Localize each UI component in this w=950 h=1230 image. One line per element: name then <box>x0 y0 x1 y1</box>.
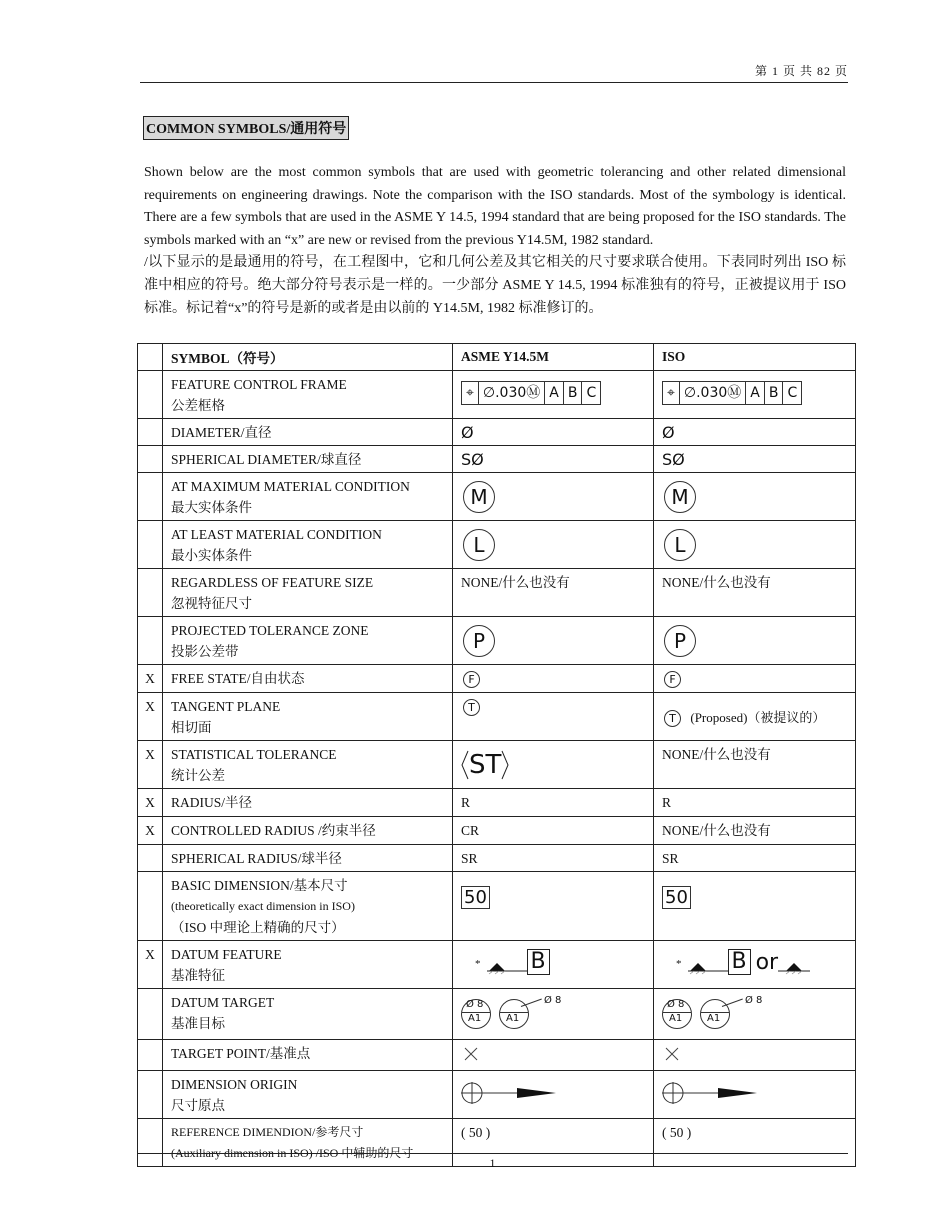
table-row <box>138 446 856 473</box>
iso-value: SR <box>654 845 856 872</box>
symbol-name: REGARDLESS OF FEATURE SIZE <box>171 575 374 590</box>
symbol-name: SPHERICAL DIAMETER/球直径 <box>163 446 453 473</box>
symbol-name-zh: 相切面 <box>171 720 212 735</box>
iso-value: R <box>654 789 856 817</box>
lmc-icon: L <box>463 529 495 561</box>
header-symbol: SYMBOL（符号） <box>163 344 453 371</box>
table-row <box>138 941 856 989</box>
table-row <box>138 371 856 419</box>
symbol-name: STATISTICAL TOLERANCE <box>171 747 337 762</box>
position-icon: ⌖ <box>663 382 680 404</box>
symbol-name-zh: 尺寸原点 <box>171 1098 225 1113</box>
dimension-origin-icon <box>461 1079 561 1107</box>
page-number: 1 <box>489 1156 496 1170</box>
symbol-name-zh: 忽视特征尺寸 <box>171 596 252 611</box>
header-asme: ASME Y14.5M <box>453 344 654 371</box>
table-row <box>138 419 856 446</box>
feature-control-frame <box>461 381 601 405</box>
symbol-note: (Auxiliary dimension in ISO) /ISO 中辅助的尺寸 <box>171 1146 414 1160</box>
table-row <box>138 817 856 845</box>
or-text: or <box>755 950 779 975</box>
datum-letter-box: B <box>527 949 550 975</box>
symbol-name: FREE STATE/自由状态 <box>163 665 453 693</box>
revision-mark: X <box>138 665 163 693</box>
tolerance-cell: ∅.030Ⓜ <box>680 382 746 404</box>
statistical-tolerance-icon: ST <box>461 750 509 780</box>
iso-value: NONE/什么也没有 <box>654 569 856 617</box>
symbol-name: AT LEAST MATERIAL CONDITION <box>171 527 382 542</box>
datum-target-symbol: Ø 8 A1 A1 Ø 8 <box>461 995 571 1031</box>
asme-value: SR <box>453 845 654 872</box>
mmc-icon: M <box>463 481 495 513</box>
datum-a-cell: A <box>545 382 564 404</box>
diameter-symbol: Ø <box>453 419 654 446</box>
iso-value: NONE/什么也没有 <box>654 817 856 845</box>
tangent-plane-icon: T <box>664 710 681 727</box>
revision-mark: X <box>138 789 163 817</box>
symbol-name-zh: 统计公差 <box>171 768 225 783</box>
symbol-name: TARGET POINT/基准点 <box>163 1040 453 1071</box>
table-row <box>138 473 856 521</box>
projected-zone-icon: P <box>463 625 495 657</box>
symbol-name-zh: 基准特征 <box>171 968 225 983</box>
page-header <box>140 62 848 83</box>
symbol-name-zh: 基准目标 <box>171 1016 225 1031</box>
target-point-icon <box>463 1046 479 1062</box>
basic-dimension-box: 50 <box>461 886 490 909</box>
table-row <box>138 741 856 789</box>
proposed-note: (Proposed)（被提议的） <box>690 710 826 725</box>
symbol-name: RADIUS/半径 <box>163 789 453 817</box>
target-point-icon <box>664 1046 680 1062</box>
iso-value: NONE/什么也没有 <box>654 741 856 789</box>
datum-triangle-icon <box>487 959 527 975</box>
revision-mark: X <box>138 941 163 989</box>
revision-mark: X <box>138 817 163 845</box>
table-header-row <box>138 344 856 371</box>
revision-mark: X <box>138 741 163 789</box>
symbol-name: DATUM TARGET <box>171 995 275 1010</box>
table-row <box>138 1071 856 1119</box>
datum-b-cell: B <box>765 382 784 404</box>
table-row <box>138 521 856 569</box>
table-row <box>138 872 856 941</box>
projected-zone-icon: P <box>664 625 696 657</box>
page-info: 第 1 页 共 82 页 <box>754 64 848 78</box>
symbol-name: DIAMETER/直径 <box>163 419 453 446</box>
datum-b-cell: B <box>564 382 583 404</box>
page-footer <box>137 1153 848 1171</box>
lmc-icon: L <box>664 529 696 561</box>
free-state-icon: F <box>463 671 480 688</box>
datum-a-cell: A <box>746 382 765 404</box>
symbol-name: TANGENT PLANE <box>171 699 281 714</box>
datum-triangle-icon <box>778 959 810 975</box>
symbol-name-zh: 公差框格 <box>171 398 225 413</box>
symbol-name-zh: 最大实体条件 <box>171 500 252 515</box>
dimension-origin-icon <box>662 1079 762 1107</box>
datum-c-cell: C <box>787 384 798 401</box>
symbol-note: (theoretically exact dimension in ISO) <box>171 899 355 913</box>
revision-mark <box>138 371 163 419</box>
mmc-icon: M <box>664 481 696 513</box>
table-row <box>138 617 856 665</box>
asme-value: ( 50 ) <box>453 1119 654 1167</box>
table-row <box>138 1040 856 1071</box>
symbol-name: BASIC DIMENSION/基本尺寸 <box>171 878 348 893</box>
table-row <box>138 989 856 1040</box>
table-row <box>138 665 856 693</box>
asme-value: R <box>453 789 654 817</box>
intro-paragraph-zh: /以下显示的是最通用的符号，在工程图中，它和几何公差及其它相关的尺寸要求联合使用。下表同时列出 ISO 标准中相应的符号。绝大部分符号表示是一样的。一少部分 ASME Y 14.5, 1994 标准独有的符号，正被提议用于 ISO 标准。标记着“x”的符号是新的或者是由以前的 Y14.5M, 1982 标准修订的。 <box>144 255 846 316</box>
iso-value: ( 50 ) <box>654 1119 856 1167</box>
datum-triangle-icon <box>688 959 728 975</box>
symbol-name: DIMENSION ORIGIN <box>171 1077 298 1092</box>
intro-paragraph-en: Shown below are the most common symbols that are used with geometric tolerancing and other related dimensional requirements on engineering drawings. Note the comparison with the ISO standards. Most of the symbology is identical. There are a few symbols that are used in the ASME Y 14.5, 1994 standard that are being proposed for the ISO standards. The symbols marked with an “x” are new or revised from the previous Y14.5M, 1982 standard. <box>144 165 846 248</box>
datum-star: * <box>676 958 682 970</box>
symbol-name: AT MAXIMUM MATERIAL CONDITION <box>171 479 410 494</box>
datum-star: * <box>475 958 481 970</box>
symbols-table <box>137 343 856 1167</box>
symbol-name-zh: （ISO 中理论上精确的尺寸） <box>171 920 345 935</box>
symbol-name-zh: 最小实体条件 <box>171 548 252 563</box>
symbol-name: SPHERICAL RADIUS/球半径 <box>163 845 453 872</box>
asme-value: NONE/什么也没有 <box>453 569 654 617</box>
table-row <box>138 569 856 617</box>
tangent-plane-icon: T <box>463 699 480 716</box>
table-row <box>138 845 856 872</box>
symbol-name: REFERENCE DIMENDION/参考尺寸 <box>171 1125 364 1139</box>
spherical-diameter-symbol: SØ <box>654 446 856 473</box>
intro-text <box>144 162 846 320</box>
position-icon: ⌖ <box>462 382 479 404</box>
free-state-icon: F <box>664 671 681 688</box>
symbol-name: DATUM FEATURE <box>171 947 282 962</box>
tolerance-cell: ∅.030Ⓜ <box>479 382 545 404</box>
datum-c-cell: C <box>586 384 597 401</box>
datum-letter-box: B <box>728 949 751 975</box>
basic-dimension-box: 50 <box>662 886 691 909</box>
table-row <box>138 789 856 817</box>
symbol-name: CONTROLLED RADIUS /约束半径 <box>163 817 453 845</box>
asme-value: CR <box>453 817 654 845</box>
spherical-diameter-symbol: SØ <box>453 446 654 473</box>
revision-mark: X <box>138 693 163 741</box>
diameter-symbol: Ø <box>654 419 856 446</box>
datum-target-symbol: Ø 8 A1 A1 Ø 8 <box>662 995 772 1031</box>
table-row <box>138 693 856 741</box>
section-title: COMMON SYMBOLS/通用符号 <box>143 116 349 140</box>
symbol-name: FEATURE CONTROL FRAME <box>171 377 347 392</box>
feature-control-frame <box>662 381 802 405</box>
symbol-name-zh: 投影公差带 <box>171 644 239 659</box>
header-iso: ISO <box>654 344 856 371</box>
symbol-name: PROJECTED TOLERANCE ZONE <box>171 623 369 638</box>
